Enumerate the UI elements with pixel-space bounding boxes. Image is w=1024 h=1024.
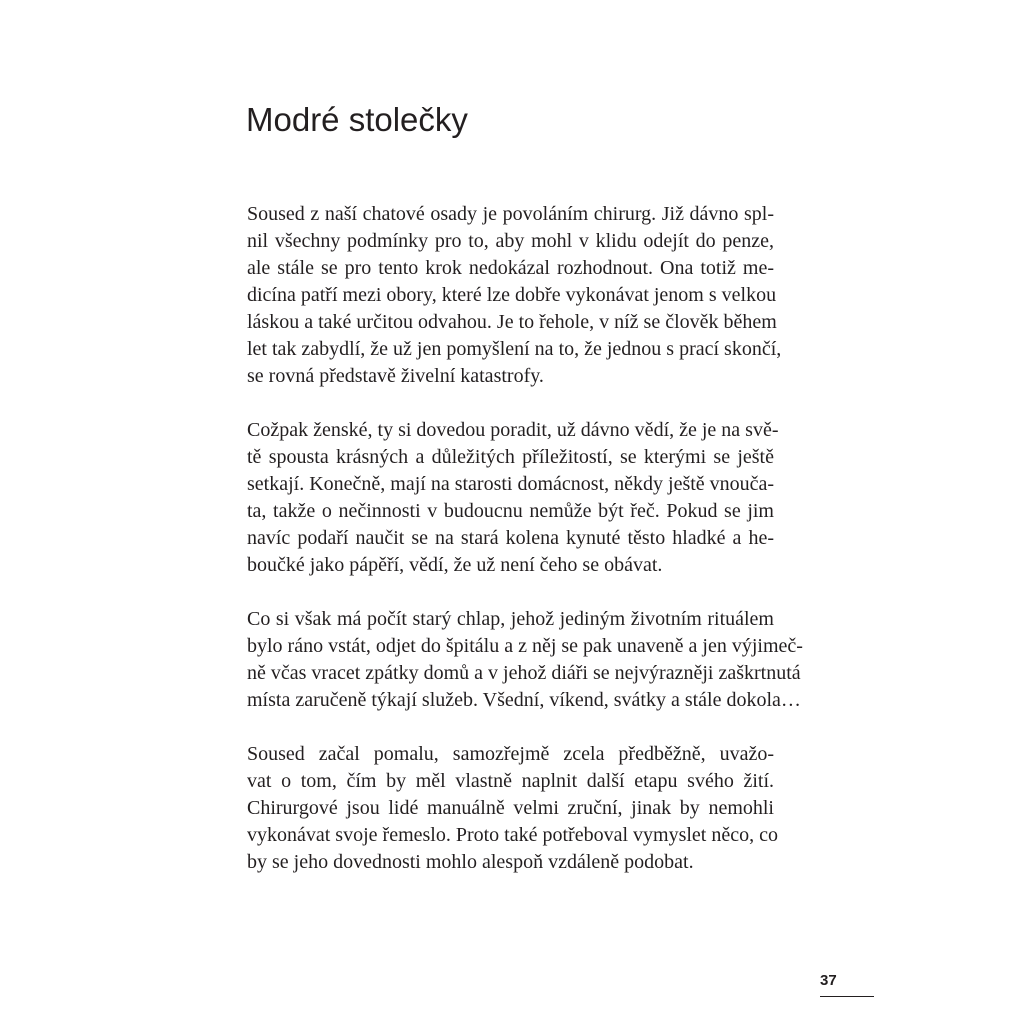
text-line: setkají. Konečně, mají na starosti domácnost, někdy ještě vnouča- <box>247 473 775 495</box>
text-line: nil všechny podmínky pro to, aby mohl v klidu odejít do penze, <box>247 230 774 252</box>
paragraph <box>247 606 803 714</box>
text-line: let tak zabydlí, že už jen pomyšlení na to, že jednou s prací skončí, <box>247 338 782 360</box>
text-line: Chirurgové jsou lidé manuálně velmi zruční, jinak by nemohli <box>247 797 774 819</box>
text-line: ale stále se pro tento krok nedokázal rozhodnout. Ona totiž me- <box>247 257 774 279</box>
body-text <box>247 201 803 903</box>
text-line: boučké jako pápěří, vědí, že už není čeho se obávat. <box>247 554 663 576</box>
chapter-title: Modré stolečky <box>246 101 468 138</box>
text-line: Soused začal pomalu, samozřejmě zcela předběžně, uvažo- <box>247 743 774 765</box>
page-number-rule <box>820 996 874 997</box>
text-line: Soused z naší chatové osady je povoláním chirurg. Již dávno spl- <box>247 203 774 225</box>
text-line: Cožpak ženské, ty si dovedou poradit, už dávno vědí, že je na svě- <box>247 419 779 441</box>
text-line: ta, takže o nečinnosti v budoucnu nemůže být řeč. Pokud se jim <box>247 500 774 522</box>
text-line: láskou a také určitou odvahou. Je to řehole, v níž se člověk během <box>247 311 777 333</box>
paragraph <box>247 201 782 390</box>
text-line: se rovná představě živelní katastrofy. <box>247 365 544 387</box>
page-number: 37 <box>820 972 837 989</box>
text-line: by se jeho dovednosti mohlo alespoň vzdáleně podobat. <box>247 851 694 873</box>
text-line: navíc podaří naučit se na stará kolena kynuté těsto hladké a he- <box>247 527 774 549</box>
text-line: Co si však má počít starý chlap, jehož jediným životním rituálem <box>247 608 774 630</box>
text-line: tě spousta krásných a důležitých příležitostí, se kterými se ještě <box>247 446 774 468</box>
text-line: bylo ráno vstát, odjet do špitálu a z něj se pak unaveně a jen výjimeč- <box>247 635 803 657</box>
text-line: vykonávat svoje řemeslo. Proto také potřeboval vymyslet něco, co <box>247 824 778 846</box>
text-line: dicína patří mezi obory, které lze dobře vykonávat jenom s velkou <box>247 284 777 306</box>
text-line: místa zaručeně týkají služeb. Všední, víkend, svátky a stále dokola… <box>247 689 801 711</box>
paragraph <box>247 741 778 876</box>
text-line: vat o tom, čím by měl vlastně naplnit další etapu svého žití. <box>247 770 774 792</box>
text-line: ně včas vracet zpátky domů a v jehož diáři se nejvýrazněji zaškrtnutá <box>247 662 801 684</box>
paragraph <box>247 417 779 579</box>
